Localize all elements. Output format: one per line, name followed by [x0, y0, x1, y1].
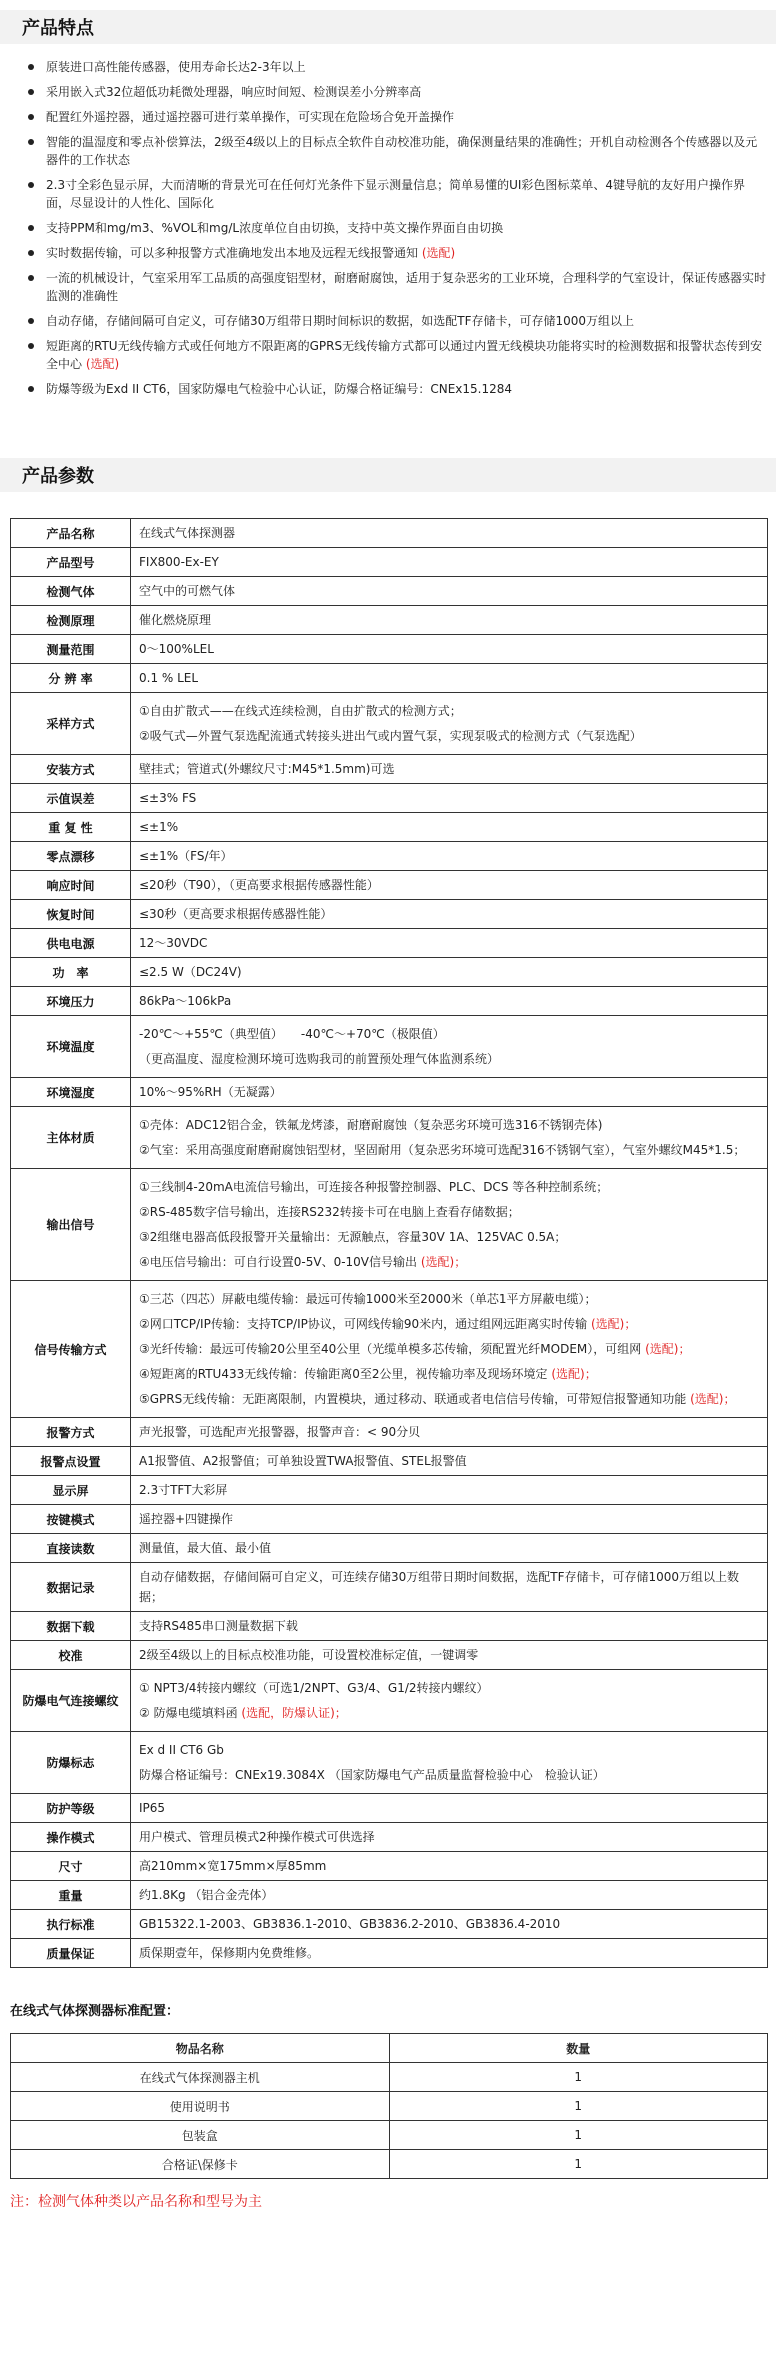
- param-value-text: ②RS-485数字信号输出，连接RS232转接卡可在电脑上查看存储数据；: [139, 1205, 520, 1219]
- param-value: [131, 577, 768, 606]
- param-value-text: A1报警值、A2报警值；可单独设置TWA报警值、STEL报警值: [139, 1454, 467, 1468]
- param-value-text: ≤30秒（更高要求根据传感器性能）: [139, 907, 333, 921]
- param-value-text: 壁挂式；管道式(外螺纹尺寸:M45*1.5mm)可选: [139, 762, 395, 776]
- param-value: [131, 1534, 768, 1563]
- param-value-text: ≤±3% FS: [139, 791, 197, 805]
- param-value-text: ②网口TCP/IP传输：支持TCP/IP协议，可网线传输90米内，通过组网远距离实时传输: [139, 1317, 591, 1331]
- param-value-line: [139, 846, 759, 866]
- param-value-line: [139, 1338, 759, 1360]
- param-value: [131, 1169, 768, 1281]
- param-value-line: [139, 1176, 759, 1198]
- note-text: 注：检测气体种类以产品名称和型号为主: [10, 2194, 262, 2210]
- feature-list: [0, 58, 776, 398]
- param-value-text: 催化燃烧原理: [139, 613, 212, 627]
- param-value-text: ②气室：采用高强度耐磨耐腐蚀铝型材，坚固耐用（复杂恶劣环境可选配316不锈钢气室），气室外螺纹M45*1.5；: [139, 1143, 746, 1157]
- param-value-text: Ex d II CT6 Gb: [139, 1743, 224, 1757]
- std-item-qty: 1: [389, 2063, 768, 2092]
- optional-tag: (选配)；: [551, 1367, 597, 1381]
- params-table: [10, 518, 768, 1968]
- std-item-qty: 1: [389, 2121, 768, 2150]
- param-value: [131, 1418, 768, 1447]
- feature-item: [28, 337, 766, 373]
- params-row: [11, 871, 768, 900]
- param-value-line: [139, 1645, 759, 1665]
- feature-item: [28, 83, 766, 101]
- params-row: [11, 1641, 768, 1670]
- param-label: 产品名称: [11, 519, 131, 548]
- param-value-line: [139, 904, 759, 924]
- param-value-line: [139, 962, 759, 982]
- params-row: [11, 635, 768, 664]
- param-value-line: [139, 1313, 759, 1335]
- param-value-line: [139, 639, 759, 659]
- params-row: [11, 813, 768, 842]
- params-row: [11, 519, 768, 548]
- param-label: 恢复时间: [11, 900, 131, 929]
- param-value: [131, 1078, 768, 1107]
- param-value-line: [139, 700, 759, 722]
- params-row: [11, 1612, 768, 1641]
- param-value: [131, 1939, 768, 1968]
- param-value: [131, 693, 768, 755]
- param-label: 信号传输方式: [11, 1281, 131, 1418]
- feature-item: [28, 58, 766, 76]
- param-label: 操作模式: [11, 1823, 131, 1852]
- feature-text: 2.3寸全彩色显示屏，大而清晰的背景光可在任何灯光条件下显示测量信息；简单易懂的UI彩色图标菜单、4键导航的友好用户操作界面，尽显设计的人性化、国际化: [46, 178, 746, 210]
- param-value-text: 支持RS485串口测量数据下载: [139, 1619, 298, 1633]
- feature-text: 采用嵌入式32位超低功耗微处理器，响应时间短、检测误差小分辨率高: [46, 85, 422, 99]
- param-value-text: ①三芯（四芯）屏蔽电缆传输：最远可传输1000米至2000米（单芯1平方屏蔽电缆）；: [139, 1292, 597, 1306]
- param-value-line: [139, 788, 759, 808]
- param-label: 校准: [11, 1641, 131, 1670]
- params-row: [11, 664, 768, 693]
- param-value-line: [139, 1943, 759, 1963]
- param-value-line: [139, 1885, 759, 1905]
- param-value-text: ①三线制4-20mA电流信号输出，可连接各种报警控制器、PLC、DCS 等各种控制系统；: [139, 1180, 609, 1194]
- param-label: 防护等级: [11, 1794, 131, 1823]
- param-label: 检测气体: [11, 577, 131, 606]
- param-value: [131, 1563, 768, 1612]
- param-value: [131, 1823, 768, 1852]
- param-value-text: 12～30VDC: [139, 936, 208, 950]
- param-value-text: ≤2.5 W（DC24V): [139, 965, 242, 979]
- params-row: [11, 1670, 768, 1732]
- feature-item: [28, 244, 766, 262]
- param-value-line: [139, 1114, 759, 1136]
- param-value-line: [139, 1702, 759, 1724]
- param-value: [131, 1670, 768, 1732]
- param-value: [131, 1852, 768, 1881]
- std-item-name: 使用说明书: [11, 2092, 390, 2121]
- param-label: 执行标准: [11, 1910, 131, 1939]
- param-label: 质量保证: [11, 1939, 131, 1968]
- product-detail-page: [0, 10, 776, 2370]
- param-value-text: 0.1 % LEL: [139, 671, 199, 685]
- param-value-line: [139, 759, 759, 779]
- feature-text: 配置红外遥控器，通过遥控器可进行菜单操作，可实现在危险场合免开盖操作: [46, 110, 455, 124]
- params-row: [11, 1107, 768, 1169]
- param-value-line: [139, 523, 759, 543]
- params-row: [11, 1505, 768, 1534]
- params-row: [11, 1794, 768, 1823]
- param-value-text: ④电压信号输出：可自行设置0-5V、0-10V信号输出: [139, 1255, 421, 1269]
- param-value-line: [139, 1677, 759, 1699]
- param-label: 功 率: [11, 958, 131, 987]
- param-value-line: [139, 875, 759, 895]
- params-row: [11, 1447, 768, 1476]
- param-value-line: [139, 1388, 759, 1410]
- param-value-text: ④短距离的RTU433无线传输：传输距离0至2公里，视传输功率及现场环境定: [139, 1367, 552, 1381]
- param-value-text: ①自由扩散式——在线式连续检测，自由扩散式的检测方式；: [139, 704, 462, 718]
- feature-text: 短距离的RTU无线传输方式或任何地方不限距离的GPRS无线传输方式都可以通过内置无线模块功能将实时的检测数据和报警状态传到安全中心: [46, 339, 763, 371]
- param-value-text: 用户模式、管理员模式2种操作模式可供选择: [139, 1830, 375, 1844]
- param-value-line: [139, 1509, 759, 1529]
- params-row: [11, 1281, 768, 1418]
- params-row: [11, 1078, 768, 1107]
- param-value: [131, 1505, 768, 1534]
- param-value: [131, 987, 768, 1016]
- param-value-text: 2.3寸TFT大彩屏: [139, 1483, 228, 1497]
- param-value-line: [139, 1201, 759, 1223]
- param-label: 报警方式: [11, 1418, 131, 1447]
- params-row: [11, 1881, 768, 1910]
- param-value-text: GB15322.1-2003、GB3836.1-2010、GB3836.2-2010、GB3836.4-2010: [139, 1917, 561, 1931]
- param-label: 环境湿度: [11, 1078, 131, 1107]
- param-label: 安装方式: [11, 755, 131, 784]
- param-value-text: 测量值，最大值、最小值: [139, 1541, 272, 1555]
- param-value-text: 质保期壹年，保修期内免费维修。: [139, 1946, 320, 1960]
- param-value-line: [139, 1451, 759, 1471]
- param-value: [131, 958, 768, 987]
- param-value-line: [139, 1739, 759, 1761]
- params-row: [11, 1169, 768, 1281]
- params-row: [11, 1939, 768, 1968]
- param-label: 环境温度: [11, 1016, 131, 1078]
- param-value: [131, 1794, 768, 1823]
- param-value: [131, 548, 768, 577]
- optional-tag: (选配，防爆认证)；: [241, 1706, 347, 1720]
- std-col-name: 物品名称: [11, 2034, 390, 2063]
- feature-text: 一流的机械设计，气室采用军工品质的高强度铝型材，耐磨耐腐蚀，适用于复杂恶劣的工业环境，合理科学的气室设计，保证传感器实时监测的准确性: [46, 271, 767, 303]
- params-row: [11, 606, 768, 635]
- param-value-line: [139, 933, 759, 953]
- feature-text: 支持PPM和mg/m3、%VOL和mg/L浓度单位自由切换，支持中英文操作界面自由切换: [46, 221, 504, 235]
- param-label: 防爆标志: [11, 1732, 131, 1794]
- params-row: [11, 1823, 768, 1852]
- optional-tag: (选配)；: [645, 1342, 691, 1356]
- params-row: [11, 900, 768, 929]
- params-row: [11, 1563, 768, 1612]
- param-value-text: 约1.8Kg （铝合金壳体）: [139, 1888, 274, 1902]
- param-value-line: [139, 552, 759, 572]
- param-label: 显示屏: [11, 1476, 131, 1505]
- param-value-text: 10%～95%RH（无凝露）: [139, 1085, 282, 1099]
- param-value-line: [139, 725, 759, 747]
- param-value: [131, 784, 768, 813]
- param-value-line: [139, 1856, 759, 1876]
- param-label: 输出信号: [11, 1169, 131, 1281]
- param-value: [131, 1016, 768, 1078]
- params-row: [11, 784, 768, 813]
- param-value: [131, 900, 768, 929]
- feature-item: [28, 133, 766, 169]
- feature-item: [28, 108, 766, 126]
- param-value-text: 防爆合格证编号：CNEx19.3084X （国家防爆电气产品质量监督检验中心 检验认证）: [139, 1768, 605, 1782]
- std-config-table: [10, 2033, 768, 2179]
- std-config-row: [11, 2092, 768, 2121]
- param-value: [131, 1641, 768, 1670]
- param-value-line: [139, 1251, 759, 1273]
- param-label: 采样方式: [11, 693, 131, 755]
- param-value: [131, 842, 768, 871]
- param-value: [131, 1476, 768, 1505]
- std-config-row: [11, 2063, 768, 2092]
- std-item-name: 包装盒: [11, 2121, 390, 2150]
- std-item-qty: 1: [389, 2150, 768, 2179]
- param-value: [131, 1881, 768, 1910]
- feature-item: [28, 219, 766, 237]
- param-value-line: [139, 1363, 759, 1385]
- param-value: [131, 519, 768, 548]
- std-item-name: 合格证\保修卡: [11, 2150, 390, 2179]
- feature-item: [28, 176, 766, 212]
- param-value-line: [139, 610, 759, 630]
- param-value-text: （更高温度、湿度检测环境可选购我司的前置预处理气体监测系统）: [139, 1052, 500, 1066]
- param-value: [131, 1612, 768, 1641]
- param-value-line: [139, 1567, 759, 1607]
- optional-tag: (选配)；: [690, 1392, 736, 1406]
- param-value-line: [139, 1288, 759, 1310]
- param-value-text: 高210mm×宽175mm×厚85mm: [139, 1859, 327, 1873]
- std-item-qty: 1: [389, 2092, 768, 2121]
- param-label: 直接读数: [11, 1534, 131, 1563]
- param-label: 供电电源: [11, 929, 131, 958]
- params-row: [11, 548, 768, 577]
- std-config-row: [11, 2150, 768, 2179]
- params-row: [11, 958, 768, 987]
- params-row: [11, 987, 768, 1016]
- param-label: 重量: [11, 1881, 131, 1910]
- std-config-title: 在线式气体探测器标准配置：: [10, 2004, 180, 2019]
- param-value-line: [139, 1914, 759, 1934]
- feature-text: 自动存储，存储间隔可自定义，可存储30万组带日期时间标识的数据，如选配TF存储卡，可存储1000万组以上: [46, 314, 635, 328]
- std-item-name: 在线式气体探测器主机: [11, 2063, 390, 2092]
- features-heading-text: 产品特点: [22, 18, 94, 39]
- feature-text: 智能的温湿度和零点补偿算法，2级至4级以上的目标点全软件自动校准功能，确保测量结果的准确性；开机自动检测各个传感器以及元器件的工作状态: [46, 135, 758, 167]
- param-value-line: [139, 1023, 759, 1045]
- param-value-text: 空气中的可燃气体: [139, 584, 236, 598]
- params-row: [11, 842, 768, 871]
- params-row: [11, 1476, 768, 1505]
- param-value-line: [139, 1226, 759, 1248]
- feature-item: [28, 380, 766, 398]
- params-row: [11, 1732, 768, 1794]
- params-row: [11, 1016, 768, 1078]
- param-value-text: 遥控器+四键操作: [139, 1512, 234, 1526]
- param-label: 防爆电气连接螺纹: [11, 1670, 131, 1732]
- param-value-text: ③2组继电器高低段报警开关量输出：无源触点，容量30V 1A、125VAC 0.5A；: [139, 1230, 567, 1244]
- params-row: [11, 693, 768, 755]
- param-label: 检测原理: [11, 606, 131, 635]
- feature-item: [28, 312, 766, 330]
- optional-tag: (选配): [421, 246, 456, 260]
- features-heading: [0, 10, 776, 44]
- optional-tag: (选配)；: [420, 1255, 467, 1269]
- param-label: 产品型号: [11, 548, 131, 577]
- param-value-text: ≤20秒（T90），（更高要求根据传感器性能）: [139, 878, 379, 892]
- param-value-line: [139, 1048, 759, 1070]
- param-value: [131, 813, 768, 842]
- param-value: [131, 664, 768, 693]
- param-value: [131, 1732, 768, 1794]
- param-label: 数据下载: [11, 1612, 131, 1641]
- param-label: 主体材质: [11, 1107, 131, 1169]
- params-row: [11, 755, 768, 784]
- feature-text: 实时数据传输，可以多种报警方式准确地发出本地及远程无线报警通知: [46, 246, 422, 260]
- param-label: 尺寸: [11, 1852, 131, 1881]
- params-heading-text: 产品参数: [22, 466, 94, 487]
- param-value-line: [139, 817, 759, 837]
- params-row: [11, 929, 768, 958]
- param-value-line: [139, 581, 759, 601]
- param-value-text: ⑤GPRS无线传输：无距离限制，内置模块，通过移动、联通或者电信信号传输，可带短信报警通知功能: [139, 1392, 691, 1406]
- feature-item: [28, 269, 766, 305]
- params-row: [11, 577, 768, 606]
- param-value: [131, 635, 768, 664]
- param-value-text: ≤±1%: [139, 820, 179, 834]
- param-label: 示值误差: [11, 784, 131, 813]
- param-value: [131, 929, 768, 958]
- params-row: [11, 1852, 768, 1881]
- param-value-line: [139, 1422, 759, 1442]
- param-value-line: [139, 1798, 759, 1818]
- param-label: 重 复 性: [11, 813, 131, 842]
- param-value-line: [139, 1764, 759, 1786]
- param-value-line: [139, 1082, 759, 1102]
- param-value-line: [139, 1139, 759, 1161]
- param-value-text: 自动存储数据，存储间隔可自定义，可连续存储30万组带日期时间数据，选配TF存储卡，可存储1000万组以上数据；: [139, 1570, 740, 1604]
- param-value: [131, 1107, 768, 1169]
- param-value-text: ②吸气式—外置气泵选配流通式转接头进出气或内置气泵，实现泵吸式的检测方式（气泵选配）: [139, 729, 642, 743]
- optional-tag: (选配)；: [590, 1317, 637, 1331]
- std-config-row: [11, 2121, 768, 2150]
- param-value-line: [139, 1538, 759, 1558]
- param-value-line: [139, 991, 759, 1011]
- param-value: [131, 755, 768, 784]
- param-value-text: 2级至4级以上的目标点校准功能，可设置校准标定值，一键调零: [139, 1648, 479, 1662]
- feature-text: 原装进口高性能传感器，使用寿命长达2-3年以上: [46, 60, 306, 74]
- param-value-text: ① NPT3/4转接内螺纹（可选1/2NPT、G3/4、G1/2转接内螺纹）: [139, 1681, 489, 1695]
- param-value-text: IP65: [139, 1801, 166, 1815]
- param-label: 分 辨 率: [11, 664, 131, 693]
- params-row: [11, 1910, 768, 1939]
- param-label: 测量范围: [11, 635, 131, 664]
- std-col-qty: 数量: [389, 2034, 768, 2063]
- param-value-text: 声光报警，可选配声光报警器，报警声音：< 90分贝: [139, 1425, 421, 1439]
- param-label: 按键模式: [11, 1505, 131, 1534]
- param-value: [131, 1281, 768, 1418]
- param-value-text: FIX800-Ex-EY: [139, 555, 219, 569]
- param-value: [131, 1910, 768, 1939]
- param-value: [131, 871, 768, 900]
- params-row: [11, 1534, 768, 1563]
- param-value-line: [139, 1616, 759, 1636]
- param-label: 零点漂移: [11, 842, 131, 871]
- param-value-text: 在线式气体探测器: [139, 526, 236, 540]
- param-value-text: 86kPa～106kPa: [139, 994, 232, 1008]
- param-value-text: 0～100%LEL: [139, 642, 214, 656]
- feature-text: 防爆等级为Exd II CT6，国家防爆电气检验中心认证，防爆合格证编号：CNEx15.1284: [46, 382, 513, 396]
- param-value-text: ③光纤传输：最远可传输20公里至40公里（光缆单模多芯传输，须配置光纤MODEM），可组网: [139, 1342, 646, 1356]
- param-value-line: [139, 1827, 759, 1847]
- param-label: 环境压力: [11, 987, 131, 1016]
- params-row: [11, 1418, 768, 1447]
- param-label: 响应时间: [11, 871, 131, 900]
- param-label: 数据记录: [11, 1563, 131, 1612]
- param-value-text: ①壳体：ADC12铝合金，铁氟龙烤漆，耐磨耐腐蚀（复杂恶劣环境可选316不锈钢壳体): [139, 1118, 603, 1132]
- std-config-header-row: [11, 2034, 768, 2063]
- params-heading: [0, 458, 776, 492]
- param-value: [131, 606, 768, 635]
- optional-tag: (选配): [85, 357, 120, 371]
- param-value: [131, 1447, 768, 1476]
- param-label: 报警点设置: [11, 1447, 131, 1476]
- param-value-text: ≤±1%（FS/年）: [139, 849, 233, 863]
- param-value-text: ② 防爆电缆填料函: [139, 1706, 242, 1720]
- param-value-line: [139, 668, 759, 688]
- param-value-line: [139, 1480, 759, 1500]
- param-value-text: -20℃～+55℃（典型值） -40℃～+70℃（极限值）: [139, 1027, 445, 1041]
